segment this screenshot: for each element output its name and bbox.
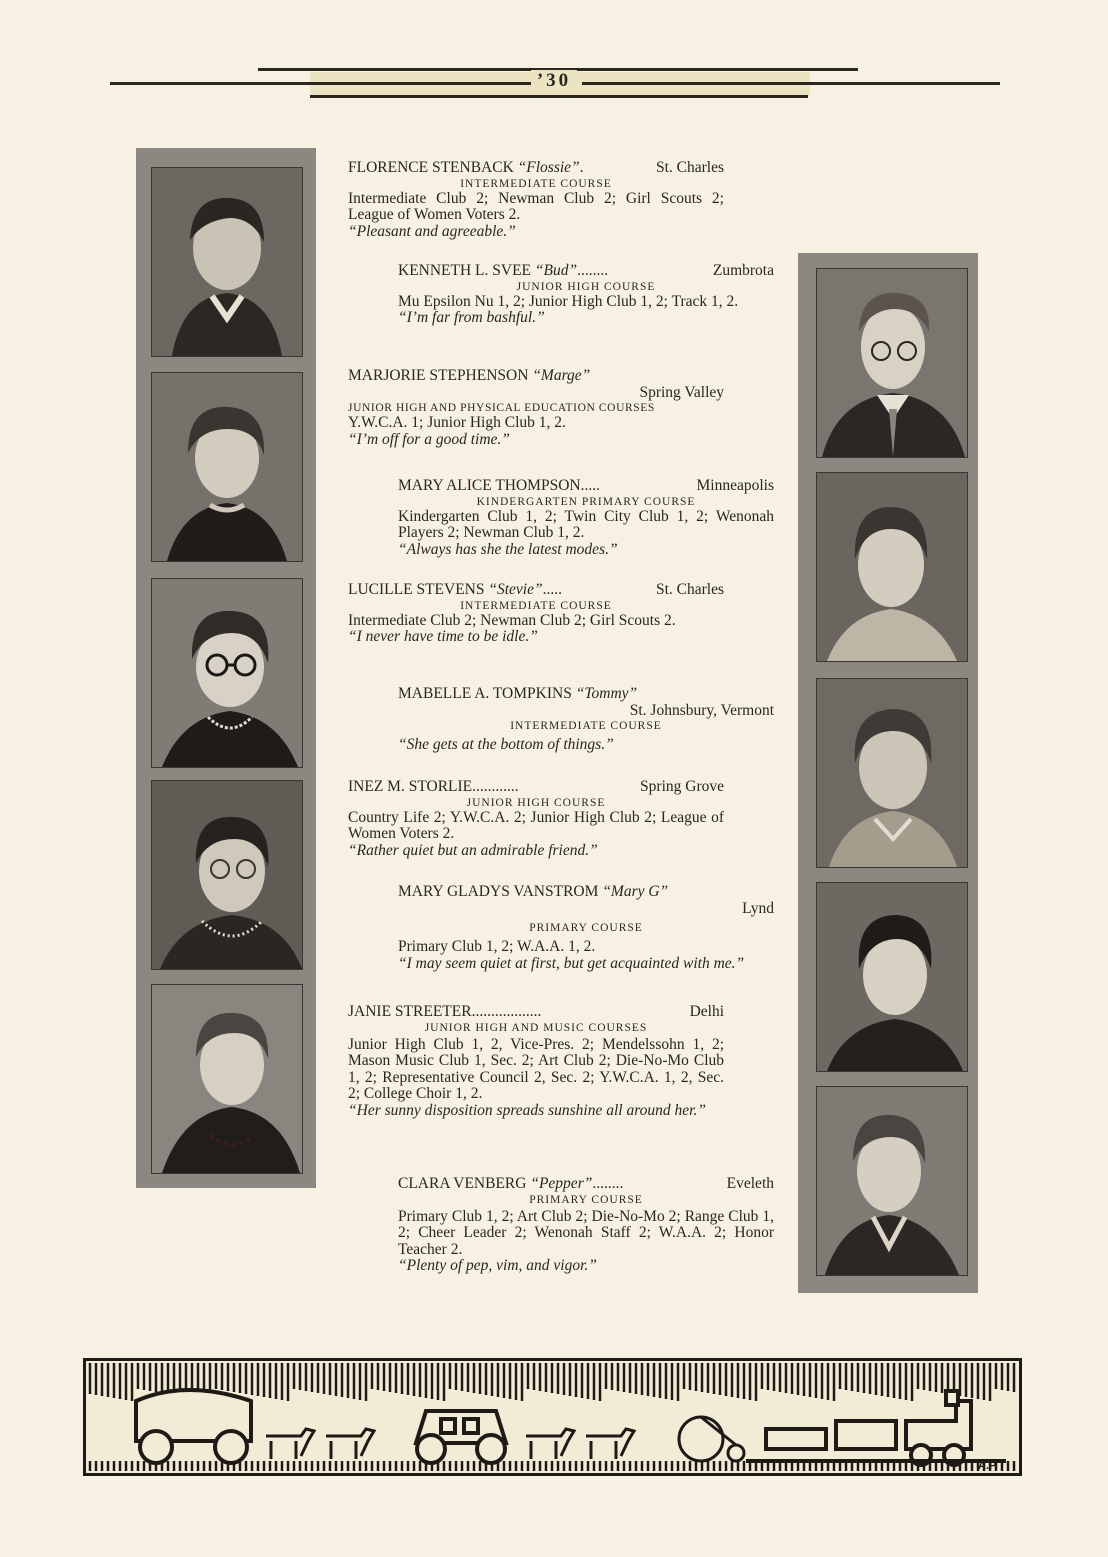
high-wheel-bicycle — [679, 1417, 744, 1461]
leader-dots: ........ — [577, 262, 609, 279]
hometown: Spring Valley — [639, 383, 724, 401]
leader-dots: ............ — [472, 778, 519, 795]
portrait-kenneth-svee — [816, 268, 968, 458]
course-label: PRIMARY COURSE — [529, 922, 643, 934]
activities: Intermediate Club 2; Newman Club 2; Girl Scouts 2; League of Women Voters 2. — [348, 189, 724, 223]
course-label: JUNIOR HIGH AND MUSIC COURSES — [424, 1021, 648, 1034]
entry-lucille-stevens — [348, 582, 724, 646]
artist-signature: A.P. — [978, 1460, 998, 1472]
activities: Junior High Club 1, 2, Vice-Pres. 2; Mendelssohn 1, 2; Mason Music Club 1, Sec. 2; Art Club 2; Die-No-Mo Club 1, 2; Representative Council 2, Sec. 2; Y.W.C.A. 1, 2, Sec. 2; College Choir 1, 2. — [348, 1035, 724, 1102]
portrait-photo — [817, 679, 967, 867]
hometown: St. Johnsbury, Vermont — [629, 701, 774, 719]
hometown: Zumbrota — [712, 262, 774, 279]
course-label: PRIMARY COURSE — [529, 1193, 643, 1206]
quote: “Her sunny disposition spreads sunshine all around her.” — [348, 1101, 706, 1119]
student-name: LUCILLE STEVENS — [348, 581, 485, 598]
student-nickname: “Tommy” — [575, 685, 638, 702]
course-label: JUNIOR HIGH COURSE — [516, 280, 656, 293]
portrait-janie-streeter — [151, 984, 303, 1174]
portrait-marjorie-stephenson — [151, 372, 303, 562]
quote: “I’m far from bashful.” — [398, 309, 545, 326]
activities: Mu Epsilon Nu 1, 2; Junior High Club 1, 2; Track 1, 2. — [398, 292, 739, 310]
student-nickname: “Stevie” — [488, 581, 543, 598]
activities: Country Life 2; Y.W.C.A. 2; Junior High Club 2; League of Women Voters 2. — [348, 808, 724, 842]
hometown: St. Charles — [655, 581, 724, 598]
entry-mabelle-tompkins — [398, 686, 774, 754]
activities: Y.W.C.A. 1; Junior High Club 1, 2. — [348, 414, 566, 431]
activities: Primary Club 1, 2; Art Club 2; Die-No-Mo 2; Range Club 1, 2; Cheer Leader 2; Wenonah Staff 2; W.A.A. 2; Honor Teacher 2. — [398, 1207, 774, 1258]
student-nickname: “Marge” — [532, 367, 591, 384]
quote: “I may seem quiet at first, but get acquainted with me.” — [398, 954, 745, 972]
portrait-photo — [152, 373, 302, 561]
activities: Kindergarten Club 1, 2; Twin City Club 1, 2; Wenonah Players 2; Newman Club 1, 2. — [398, 507, 774, 541]
transportation-frieze — [83, 1358, 1022, 1476]
hometown: Minneapolis — [696, 477, 774, 494]
student-nickname: “Flossie” — [517, 159, 580, 176]
header-rule-bottom — [310, 95, 808, 98]
quote: “Pleasant and agreeable.” — [348, 222, 516, 240]
course-label: JUNIOR HIGH COURSE — [466, 796, 606, 809]
student-name: JANIE STREETER — [348, 1003, 472, 1020]
student-name: CLARA VENBERG — [398, 1175, 527, 1192]
quote: “Always has she the latest modes.” — [398, 540, 618, 558]
entry-florence-stenback — [348, 160, 724, 240]
entry-mary-gladys-vanstrom — [398, 884, 774, 972]
portrait-lucille-stevens — [151, 578, 303, 768]
student-nickname: “Mary G” — [602, 883, 669, 900]
student-name: MABELLE A. TOMPKINS — [398, 685, 572, 702]
portrait-clara-venberg — [816, 1086, 968, 1276]
entry-janie-streeter — [348, 1004, 724, 1119]
student-name: MARY ALICE THOMPSON — [398, 477, 581, 494]
course-label: INTERMEDIATE COURSE — [510, 720, 662, 732]
entry-inez-storlie — [348, 779, 724, 859]
quote: “She gets at the bottom of things.” — [398, 736, 614, 753]
leader-dots: .................. — [471, 1003, 542, 1020]
portrait-mary-gladys-vanstrom — [816, 882, 968, 1072]
locomotive-train — [746, 1391, 1006, 1465]
leader-dots: ........ — [592, 1175, 624, 1192]
portrait-photo — [152, 168, 302, 356]
portrait-photo — [152, 985, 302, 1173]
portrait-inez-storlie — [151, 780, 303, 970]
entry-marjorie-stephenson — [348, 368, 724, 448]
portrait-photo — [152, 579, 302, 767]
hometown: Delhi — [689, 1003, 724, 1020]
portrait-mabelle-tompkins — [816, 678, 968, 868]
frieze-illustration — [86, 1361, 1019, 1473]
page-title: ’30 — [0, 70, 1108, 92]
entry-clara-venberg — [398, 1176, 774, 1275]
student-name: KENNETH L. SVEE — [398, 262, 532, 279]
quote: “I’m off for a good time.” — [348, 430, 510, 448]
student-name: MARY GLADYS VANSTROM — [398, 883, 599, 900]
stagecoach — [416, 1411, 506, 1463]
course-label: INTERMEDIATE COURSE — [460, 599, 612, 612]
hometown: Spring Grove — [640, 778, 724, 795]
leader-dots: ..... — [542, 581, 562, 598]
quote: “Rather quiet but an admirable friend.” — [348, 841, 598, 859]
student-name: MARJORIE STEPHENSON — [348, 367, 529, 384]
student-name: FLORENCE STENBACK — [348, 159, 514, 176]
activities: Intermediate Club 2; Newman Club 2; Girl Scouts 2. — [348, 611, 676, 629]
portrait-photo — [817, 1087, 967, 1275]
portrait-photo — [152, 781, 302, 969]
quote: “Plenty of pep, vim, and vigor.” — [398, 1257, 597, 1274]
portrait-photo — [817, 269, 967, 457]
quote: “I never have time to be idle.” — [348, 628, 538, 645]
portrait-photo — [817, 883, 967, 1071]
course-label: JUNIOR HIGH AND PHYSICAL EDUCATION COURSES — [348, 402, 655, 414]
student-nickname: “Bud” — [534, 262, 578, 279]
course-label: INTERMEDIATE COURSE — [460, 177, 612, 190]
student-name: INEZ M. STORLIE — [348, 778, 473, 795]
hometown: Lynd — [742, 899, 774, 917]
course-label: KINDERGARTEN PRIMARY COURSE — [476, 495, 696, 508]
horse-team — [266, 1429, 374, 1459]
hometown: Eveleth — [726, 1175, 774, 1192]
entry-mary-alice-thompson — [398, 478, 774, 558]
portrait-photo — [817, 473, 967, 661]
hometown: St. Charles — [655, 159, 724, 176]
student-nickname: “Pepper” — [530, 1175, 593, 1192]
portrait-mary-alice-thompson — [816, 472, 968, 662]
activities: Primary Club 1, 2; W.A.A. 1, 2. — [398, 938, 596, 955]
horse-team-2 — [526, 1429, 634, 1459]
entry-kenneth-svee — [398, 263, 774, 327]
leader-dots: ..... — [580, 477, 600, 494]
covered-wagon — [136, 1390, 251, 1463]
portrait-florence-stenback — [151, 167, 303, 357]
leader-dots: . — [579, 159, 584, 176]
